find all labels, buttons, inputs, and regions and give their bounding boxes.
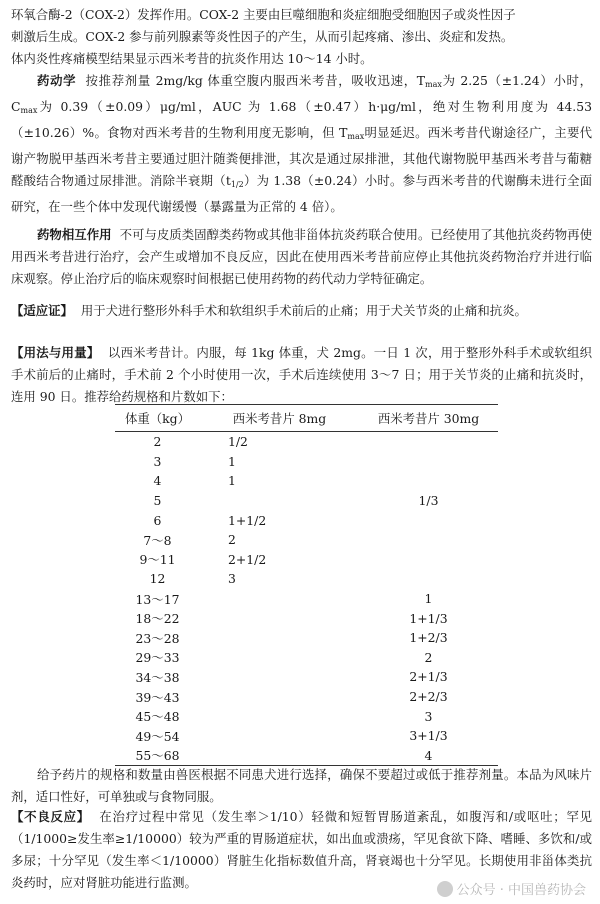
cell-30mg: 4 xyxy=(359,746,498,766)
cell-30mg: 1 xyxy=(424,591,433,607)
table-row xyxy=(115,569,498,589)
cell-8mg xyxy=(200,491,359,511)
table-row xyxy=(115,510,498,530)
cell-30mg: 3 xyxy=(424,708,433,724)
cell-8mg xyxy=(200,726,359,746)
cell-weight: 23～28 xyxy=(135,630,180,646)
intro-paragraph xyxy=(0,4,600,70)
after-table-text: 给予药片的规格和数量由兽医根据不同患犬进行选择，确保不要超过或低于推荐剂量。本品为风味片剂，适口性好，可单独或与食物同服。 xyxy=(11,767,592,804)
pk-sub-cmax: max xyxy=(20,106,38,115)
cell-8mg: 1+1/2 xyxy=(228,512,267,528)
table-row xyxy=(115,491,498,511)
pk-sub-tmax-2: max xyxy=(347,132,365,141)
intro-line-1: 环氧合酶-2（COX-2）发挥作用。COX-2 主要由巨噬细胞和炎症细胞受细胞因子或炎性因子 xyxy=(11,7,516,22)
table-row xyxy=(115,667,498,687)
wechat-icon xyxy=(437,881,453,897)
pk-text-b: 为 2.25（±1.24）小时，C xyxy=(11,73,593,114)
table-row xyxy=(115,726,498,746)
cell-weight: 55～68 xyxy=(115,746,200,766)
table-row xyxy=(115,432,498,452)
cell-30mg xyxy=(359,452,498,472)
cell-weight: 18～22 xyxy=(135,611,180,627)
intro-line-2: 刺激后生成。COX-2 参与前列腺素等炎性因子的产生，从而引起疼痛、渗出、炎症和发热。 xyxy=(11,29,514,44)
cell-8mg: 1 xyxy=(228,473,236,489)
col-8mg-header: 西米考昔片 8mg xyxy=(200,405,359,432)
pharmacokinetics-label: 药动学 xyxy=(37,73,77,88)
table-row xyxy=(115,648,498,668)
cell-8mg xyxy=(200,746,359,766)
cell-8mg xyxy=(200,608,359,628)
pk-sub-half-life: 1/2 xyxy=(230,180,244,189)
dosage-label: 【用法与用量】 xyxy=(11,345,100,360)
cell-8mg xyxy=(200,628,359,648)
cell-8mg xyxy=(200,648,359,668)
cell-weight: 2 xyxy=(153,434,162,450)
cell-weight: 12 xyxy=(149,571,166,587)
cell-weight: 9～11 xyxy=(139,552,176,568)
cell-weight: 4 xyxy=(153,473,162,489)
dose-table-body xyxy=(115,432,498,766)
dose-table-container xyxy=(0,404,498,766)
interaction-label: 药物相互作用 xyxy=(37,227,112,242)
cell-8mg: 1/2 xyxy=(228,434,248,450)
cell-weight: 49～54 xyxy=(135,728,180,744)
cell-30mg: 2+1/3 xyxy=(409,669,448,685)
cell-30mg xyxy=(359,530,498,550)
indication-paragraph xyxy=(0,300,600,322)
cell-30mg xyxy=(359,550,498,570)
cell-8mg xyxy=(200,687,359,707)
pk-text-c: 为 0.39（±0.09）μg/ml，AUC 为 1.68（±0.47）h·μg/ml，绝对生物利用度为 44.53（±10.26）%。食物对西米考昔的生物利用度无影响，但 T xyxy=(11,99,592,140)
adverse-label: 【不良反应】 xyxy=(11,809,90,824)
cell-30mg xyxy=(359,510,498,530)
cell-weight: 6 xyxy=(153,512,162,528)
cell-8mg xyxy=(200,706,359,726)
dose-table xyxy=(115,404,498,766)
col-weight-header: 体重（kg） xyxy=(115,405,200,432)
cell-30mg: 3+1/3 xyxy=(409,728,448,744)
table-row xyxy=(115,589,498,609)
cell-weight: 13～17 xyxy=(135,591,180,607)
indication-label: 【适应证】 xyxy=(11,303,73,318)
cell-8mg: 3 xyxy=(228,571,236,587)
dosage-paragraph xyxy=(0,342,600,408)
watermark-text: 公众号 · 中国兽药协会 xyxy=(456,883,586,898)
table-row xyxy=(115,471,498,491)
indication-text: 用于犬进行整形外科手术和软组织手术前后的止痛；用于犬关节炎的止痛和抗炎。 xyxy=(80,303,527,318)
watermark xyxy=(437,879,586,898)
cell-weight: 5 xyxy=(153,493,162,509)
cell-weight: 3 xyxy=(153,453,162,469)
cell-weight: 45～48 xyxy=(135,709,180,725)
cell-30mg: 1+2/3 xyxy=(409,630,448,646)
cell-8mg: 1 xyxy=(228,453,236,469)
table-row xyxy=(115,530,498,550)
cell-8mg: 2 xyxy=(228,532,236,548)
table-row xyxy=(115,746,498,766)
col-30mg-header: 西米考昔片 30mg xyxy=(359,405,498,432)
cell-30mg xyxy=(359,471,498,491)
table-row xyxy=(115,687,498,707)
table-row xyxy=(115,550,498,570)
pharmacokinetics-paragraph xyxy=(0,70,600,218)
pk-text-a: 按推荐剂量 2mg/kg 体重空腹内服西米考昔，吸收迅速，T xyxy=(85,73,426,88)
table-row xyxy=(115,452,498,472)
adverse-text: 在治疗过程中常见（发生率＞1/10）轻微和短暂胃肠道紊乱，如腹泻和/或呕吐；罕见（1/1000≥发生率≥1/10000）较为严重的胃肠道症状，如出血或溃疡，罕见食欲下降、嗜睡、多饮和/或多尿；十分罕见（发生率＜1/10000）肾脏生化指标数值升高，肾衰竭也十分罕见。长期使用非甾体类抗炎药时，应对肾脏功能进行监测。 xyxy=(11,809,592,890)
table-row xyxy=(115,628,498,648)
pk-sub-tmax: max xyxy=(425,80,442,89)
cell-8mg xyxy=(200,589,359,609)
interaction-text: 不可与皮质类固醇类药物或其他非甾体抗炎药联合使用。已经使用了其他抗炎药物再使用西米考昔进行治疗，会产生或增加不良反应，因此在使用西米考昔前应停止其他抗炎药物治疗并进行临床观察。停止治疗后的临床观察时间根据已使用药物的药代动力学特征确定。 xyxy=(11,227,593,286)
cell-weight: 34～38 xyxy=(135,669,180,685)
cell-30mg: 2 xyxy=(424,649,433,665)
cell-30mg: 1/3 xyxy=(418,493,439,509)
cell-30mg xyxy=(359,432,498,452)
pk-text-d: 明显延迟。西米考昔代谢途径广，主要代谢产物脱甲基西米考昔主要通过胆汁随粪便排泄，其次是通过尿排泄，其他代谢物脱甲基西米考昔与葡糖醛酸结合物通过尿排泄。消除半衰期（t xyxy=(11,125,592,188)
table-row xyxy=(115,608,498,628)
dosage-text: 以西米考昔计。内服，每 1kg 体重，犬 2mg。一日 1 次，用于整形外科手术或软组织手术前后的止痛时，手术前 2 个小时使用一次，手术后连续使用 3～7 日；用于关节炎的止痛和抗炎时，连用 90 日。推荐给药规格和片数如下： xyxy=(11,345,592,404)
table-row xyxy=(115,706,498,726)
cell-weight: 7～8 xyxy=(143,532,172,548)
after-table-paragraph xyxy=(0,764,600,808)
pk-text-e: ）为 1.38（±0.24）小时。参与西米考昔的代谢酶未进行全面研究，在一些个体中发现代谢缓慢（暴露量为正常的 4 倍）。 xyxy=(11,173,593,214)
intro-line-3: 体内炎性疼痛模型结果显示西米考昔的抗炎作用达 10～14 小时。 xyxy=(11,51,373,66)
dose-table-header-row xyxy=(115,405,498,432)
cell-30mg xyxy=(359,569,498,589)
cell-30mg: 1+1/3 xyxy=(409,610,448,626)
cell-weight: 39～43 xyxy=(135,689,180,705)
cell-8mg: 2+1/2 xyxy=(228,551,267,567)
cell-30mg: 2+2/3 xyxy=(409,689,448,705)
interaction-paragraph xyxy=(0,224,600,290)
cell-weight: 29～33 xyxy=(135,650,180,666)
cell-8mg xyxy=(200,667,359,687)
